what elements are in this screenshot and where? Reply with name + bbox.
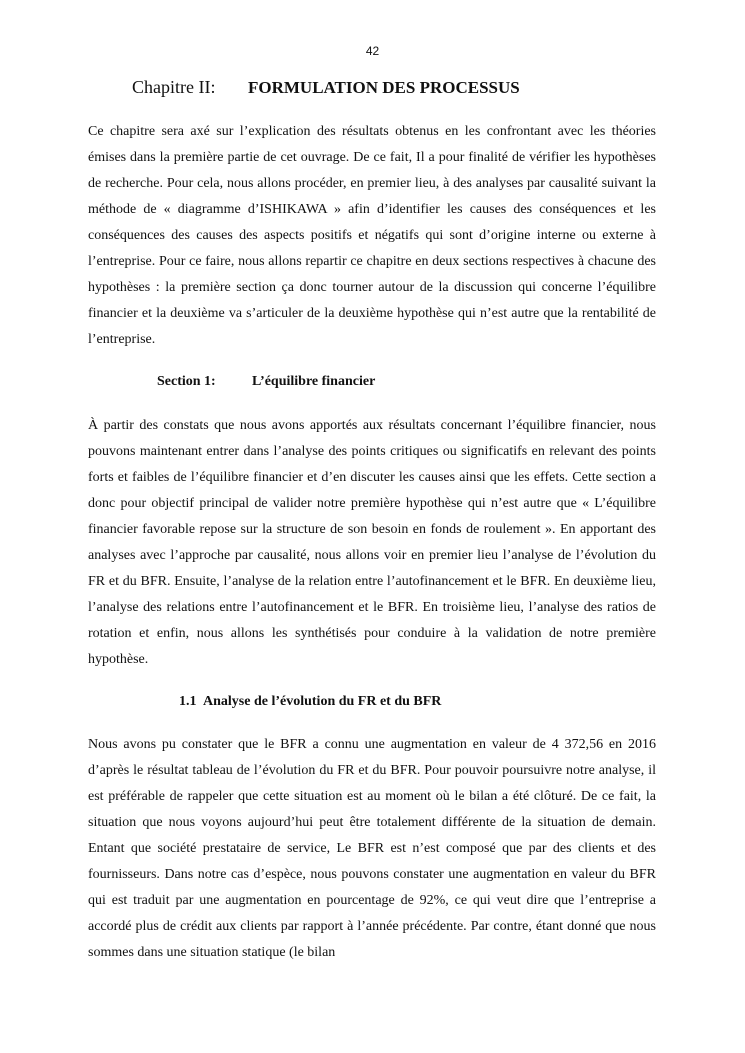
subsection-paragraph: Nous avons pu constater que le BFR a connu une augmentation en valeur de 4 372,56 en 2016 d’après le résultat tableau de l’évolution du FR et du BFR. Pour pouvoir poursuivre notre analyse, il est préférable de rappeler que cette situation est au moment où le bilan a été clôturé. De ce fait, la situation que nous voyons aujourd’hui peut être totalement différente de la situation de demain. Entant que société prestataire de service, Le BFR est n’est composé que par des clients et des fournisseurs. Dans notre cas d’espèce, nous pouvons constater une augmentation en valeur du BFR qui est traduit par une augmentation en pourcentage de 92%, ce qui veut dire que l’entreprise a accordé plus de crédit aux clients par rapport à l’année précédente. Par contre, étant donné que nous sommes dans une situation statique (le bilan <box>88 737 656 960</box>
subsection-number: 1.1 <box>179 694 197 709</box>
section-title: L’équilibre financier <box>252 374 376 389</box>
chapter-label: Chapitre II: <box>132 77 216 97</box>
chapter-title: FORMULATION DES PROCESSUS <box>248 78 520 97</box>
page-number: 42 <box>365 44 380 58</box>
section-paragraph: À partir des constats que nous avons apportés aux résultats concernant l’équilibre financier, nous pouvons maintenant entrer dans l’analyse des points critiques ou significatifs en relevant des points forts et faibles de l’équilibre financier et d’en discuter les causes ainsi que les effets. Cette section a donc pour objectif principal de valider notre première hypothèse qui n’est autre que « L’équilibre financier favorable repose sur la structure de son besoin en fonds de roulement ». En apportant des analyses avec l’approche par causalité, nous allons voir en premier lieu l’analyse de l’évolution du FR et du BFR. Ensuite, l’analyse de la relation entre l’autofinancement et le BFR. En deuxième lieu, l’analyse des relations entre l’autofinancement et le BFR. En troisième lieu, l’analyse des ratios de rotation et enfin, nous allons les synthétisés pour conduire à la validation de notre première hypothèse. <box>88 418 656 667</box>
section-heading <box>157 374 375 390</box>
section-label: Section 1: <box>157 374 216 389</box>
intro-paragraph: Ce chapitre sera axé sur l’explication des résultats obtenus en les confrontant avec les théories émises dans la première partie de cet ouvrage. De ce fait, Il a pour finalité de vérifier les hypothèses de recherche. Pour cela, nous allons procéder, en premier lieu, à des analyses par causalité suivant la méthode de « diagramme d’ISHIKAWA » afin d’identifier les causes des conséquences et les conséquences des causes des aspects positifs et négatifs qui sont d’origine interne ou externe à l’entreprise. Pour ce faire, nous allons repartir ce chapitre en deux sections respectives à chacune des hypothèses : la première section ça donc tourner autour de la discussion qui concerne l’équilibre financier et la deuxième va s’articuler de la deuxième hypothèse qui n’est autre que la rentabilité de l’entreprise. <box>88 124 656 347</box>
subsection-heading <box>179 694 441 710</box>
subsection-title: Analyse de l’évolution du FR et du BFR <box>203 694 442 709</box>
chapter-heading <box>132 77 520 98</box>
